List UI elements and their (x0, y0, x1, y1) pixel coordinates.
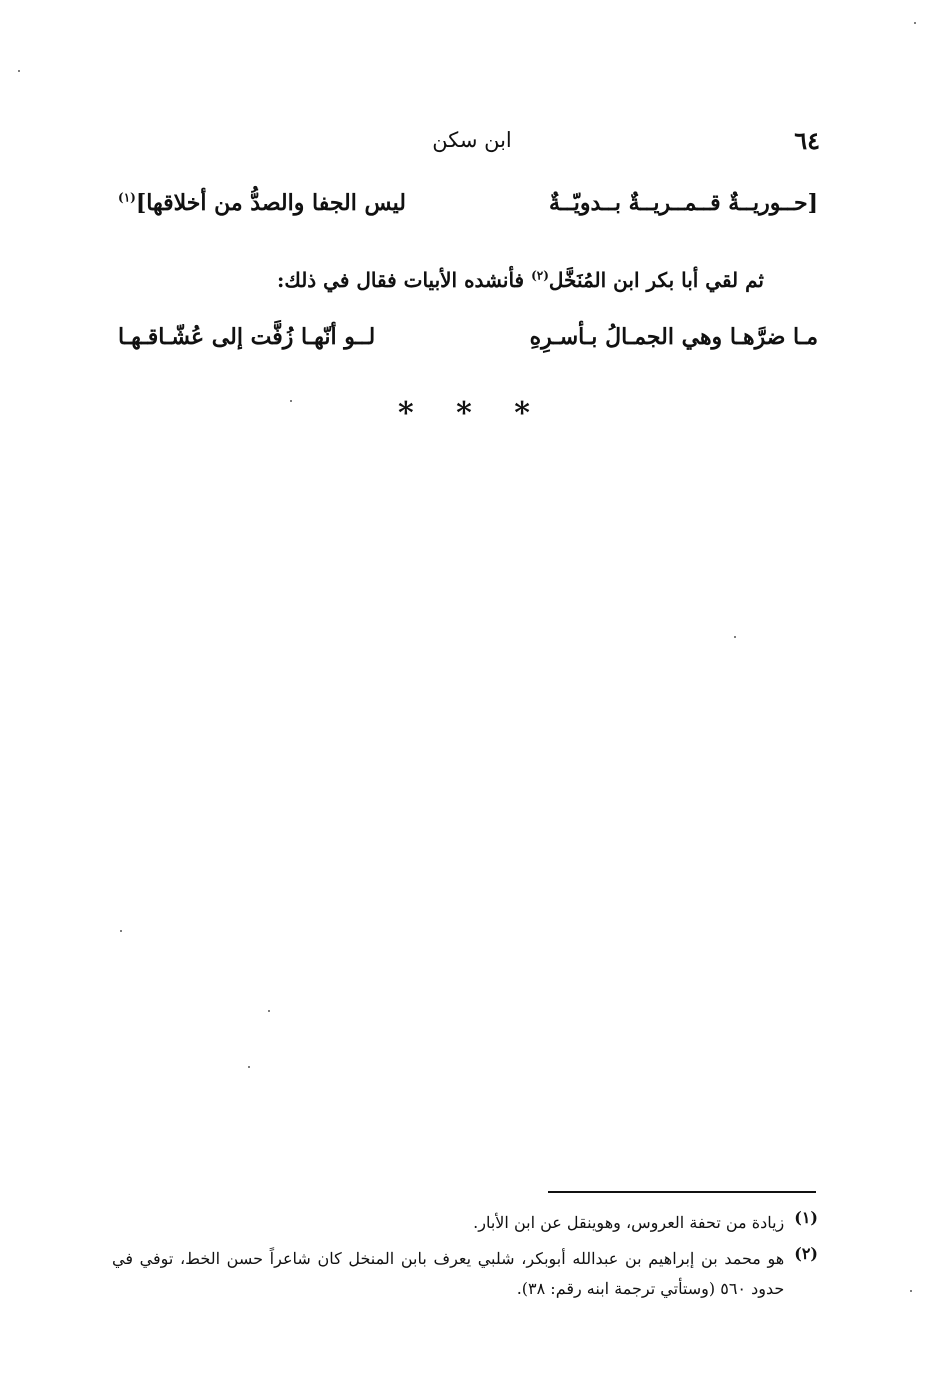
scan-speck (910, 1290, 912, 1292)
footnote-ref-1: (١) (118, 190, 136, 205)
section-divider-asterisks: * * * (398, 396, 546, 431)
verse-line-1 (118, 190, 818, 216)
prose-before-ref: ثم لقي أبا بكر ابن المُنَخَّل (548, 268, 764, 292)
verse-1-first-hemistich: [حــوريــةٌ قــمــريــةٌ بــدويّــةٌ (549, 190, 818, 216)
scan-speck (18, 70, 20, 72)
footnote-1-text: زيادة من تحفة العروس، وهوينقل عن ابن الأبار. (473, 1213, 785, 1232)
verse-line-2 (118, 324, 818, 350)
scan-speck (248, 1066, 250, 1068)
verse-2-first-hemistich: مـا ضرَّهـا وهي الجمـالُ بـأسـرِهِ (529, 324, 818, 350)
footnote-separator (548, 1191, 816, 1193)
verse-1-second-hemistich-text: ليس الجفا والصدُّ من أخلاقها] (135, 190, 406, 216)
page-number: ٦٤ (794, 126, 820, 155)
running-title: ابن سكن (432, 128, 512, 152)
footnote-2-number: (٢) (794, 1244, 818, 1263)
verse-2-second-hemistich: لــو أنّهـا زُفَّت إلى عُشّـاقـهـا (118, 324, 376, 350)
scan-speck (734, 636, 736, 638)
verse-1-second-hemistich (118, 190, 406, 216)
footnote-2-text: هو محمد بن إبراهيم بن عبدالله أبوبكر، شلبي يعرف بابن المنخل كان شاعراً حسن الخط، توفي في حدود ٥٦٠ (وستأتي ترجمة ابنه رقم: ٣٨). (112, 1249, 785, 1298)
footnote-ref-2: (٢) (531, 268, 549, 283)
prose-line (124, 268, 764, 292)
footnotes (112, 1208, 818, 1310)
scan-speck (268, 1010, 270, 1012)
scan-speck (120, 930, 122, 932)
footnote-1 (112, 1208, 818, 1238)
footnote-2 (112, 1244, 818, 1304)
footnote-1-number: (١) (794, 1208, 818, 1227)
scan-speck (290, 400, 292, 402)
scan-speck (914, 22, 916, 24)
prose-after-ref: فأنشده الأبيات فقال في ذلك: (276, 268, 532, 292)
